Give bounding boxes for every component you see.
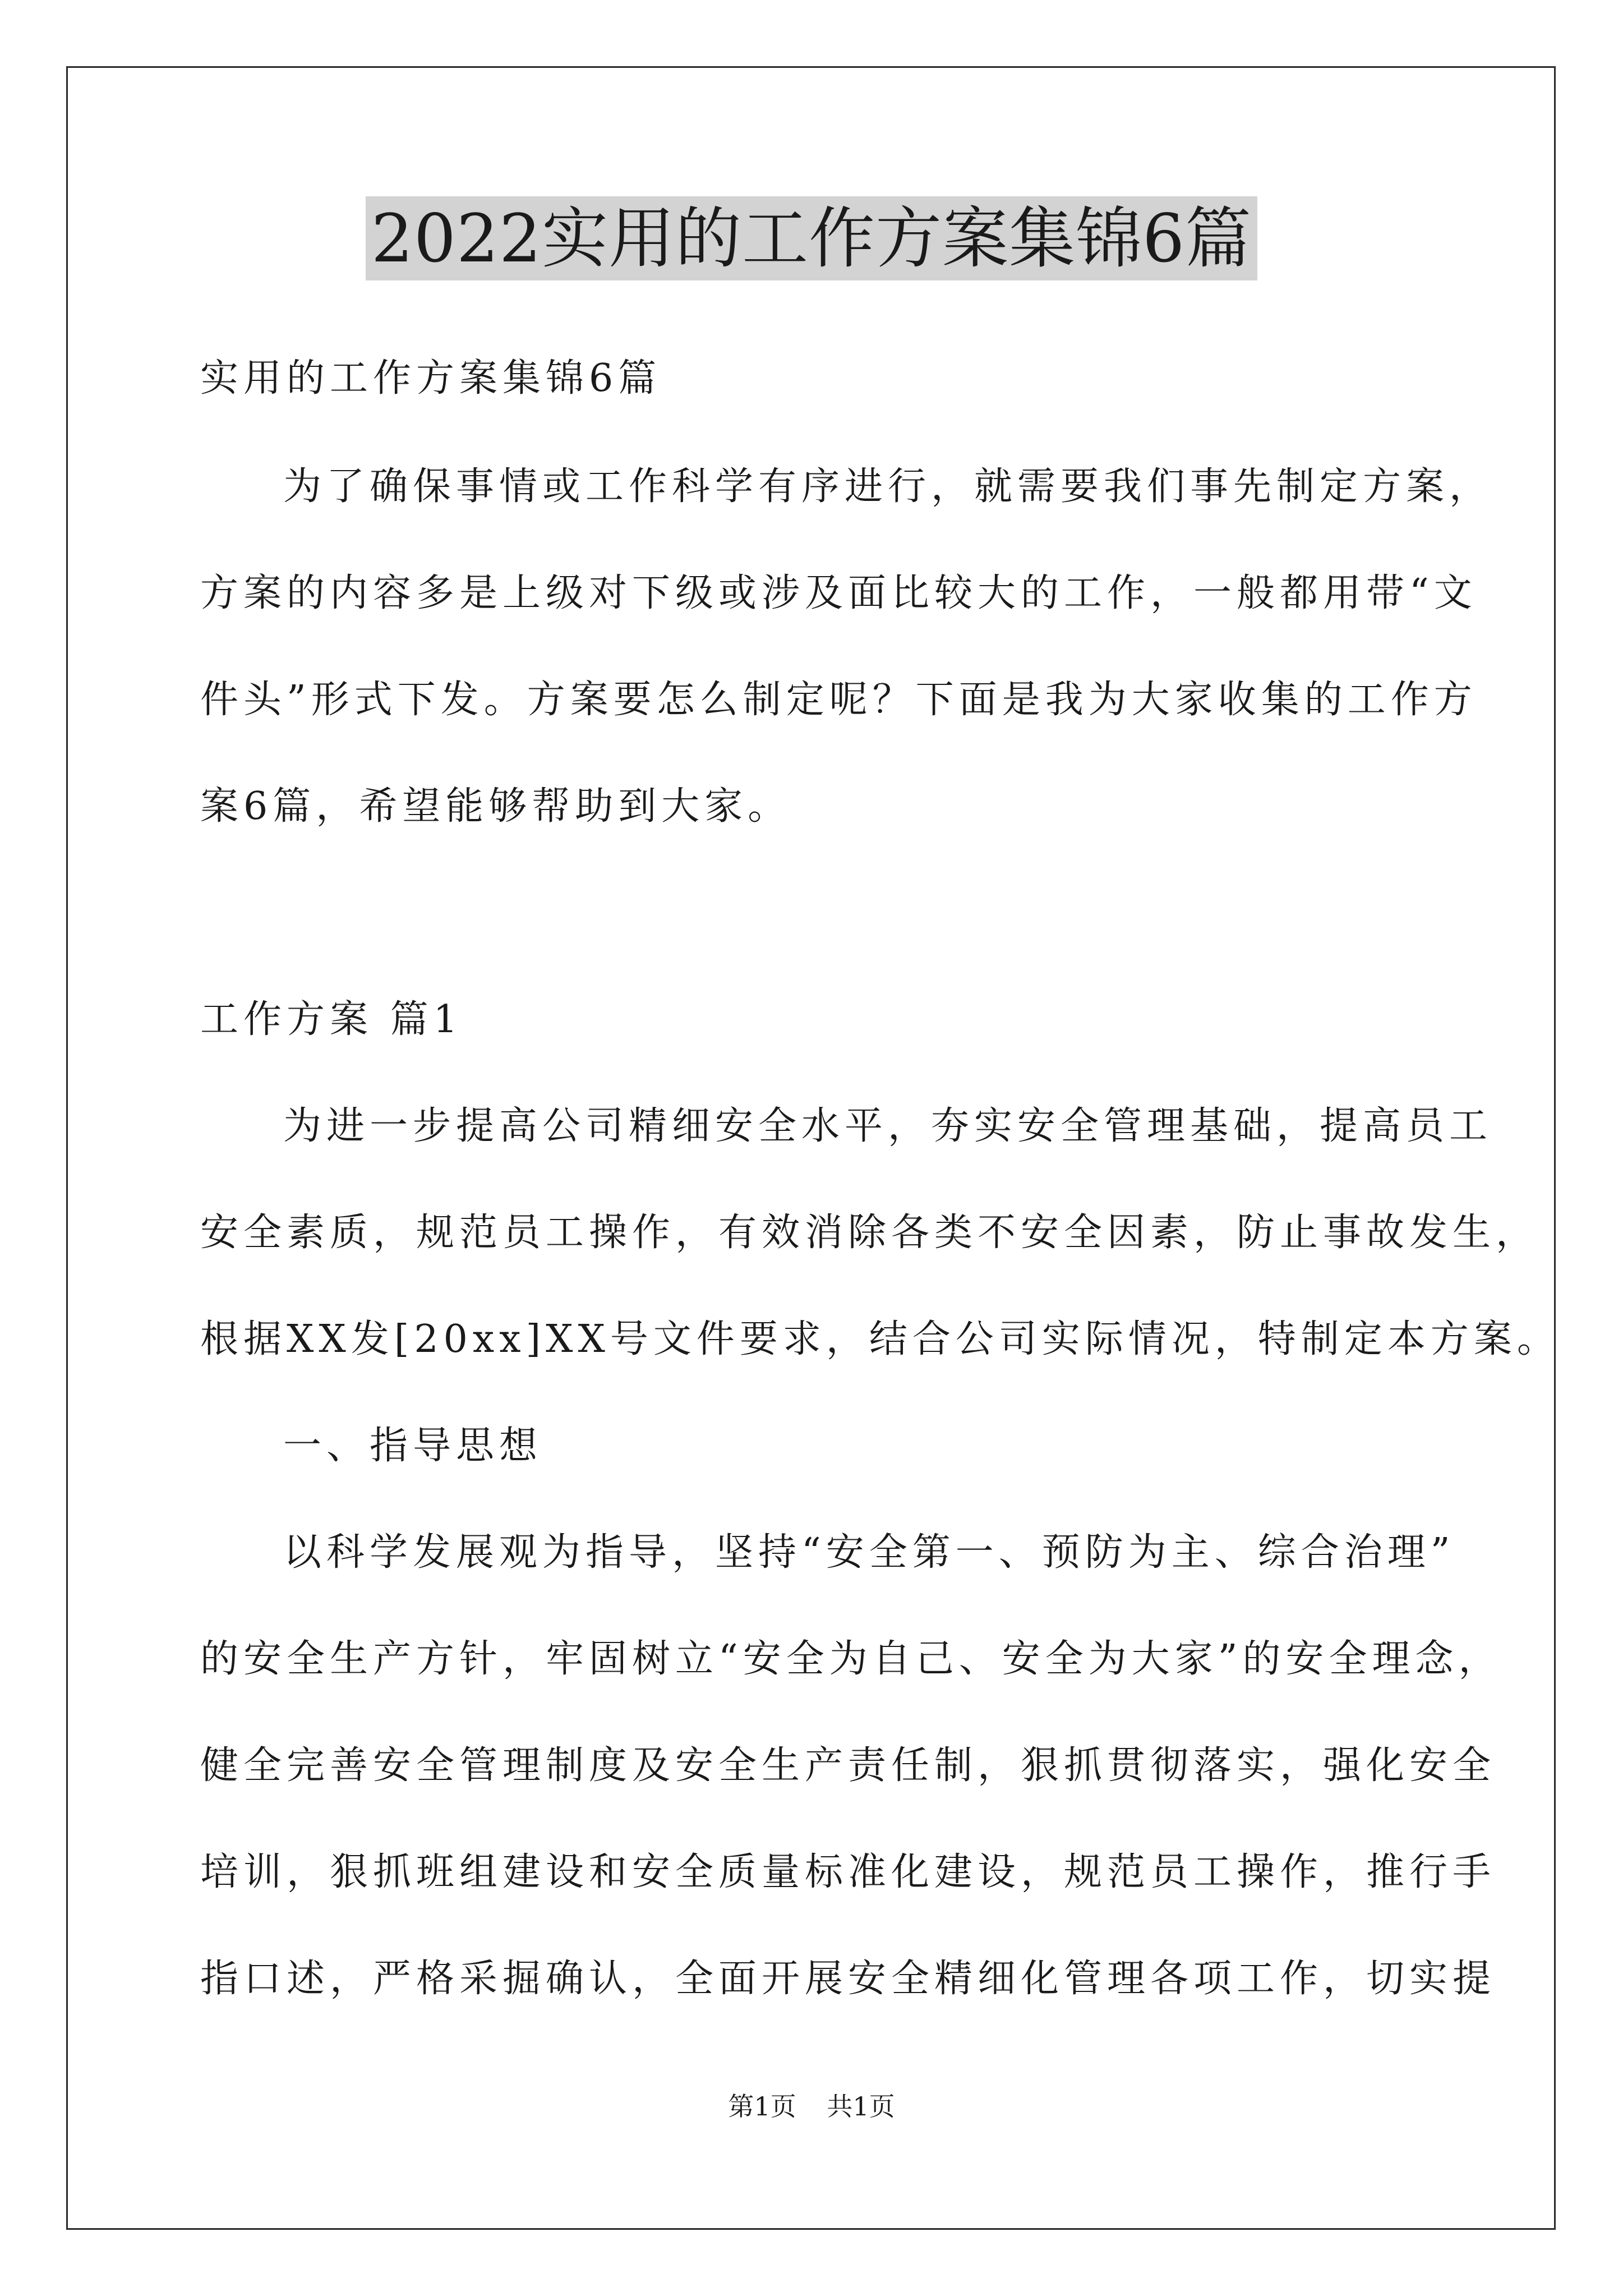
intro-line: 案6篇，希望能够帮助到大家。 [200,784,791,829]
section-line: 根据XX发[20xx]XX号文件要求，结合公司实际情况，特制定本方案。 [200,1317,1560,1361]
page-footer [0,2090,1623,2123]
guideline-line: 培训，狠抓班组建设和安全质量标准化建设，规范员工操作，推行手 [200,1850,1496,1894]
section-heading: 工作方案 篇1 [200,997,463,1042]
intro-line: 方案的内容多是上级对下级或涉及面比较大的工作，一般都用带“文 [200,571,1477,615]
title-container [0,196,1623,280]
intro-line: 为了确保事情或工作科学有序进行，就需要我们事先制定方案， [283,464,1493,509]
section-line: 为进一步提高公司精细安全水平，夯实安全管理基础，提高员工 [283,1104,1493,1148]
page-number: 第1页 [728,2091,796,2122]
document-title: 2022实用的工作方案集锦6篇 [366,196,1257,280]
guideline-heading: 一、指导思想 [283,1424,543,1468]
intro-line: 件头”形式下发。方案要怎么制定呢？下面是我为大家收集的工作方 [200,678,1477,722]
section-line: 安全素质，规范员工操作，有效消除各类不安全因素，防止事故发生， [200,1211,1539,1255]
document-subtitle: 实用的工作方案集锦6篇 [200,356,662,401]
guideline-line: 以科学发展观为指导，坚持“安全第一、预防为主、综合治理” [283,1530,1455,1575]
guideline-line: 的安全生产方针，牢固树立“安全为自己、安全为大家”的安全理念， [200,1637,1502,1681]
guideline-line: 指口述，严格采掘确认，全面开展安全精细化管理各项工作，切实提 [200,1957,1496,2001]
guideline-line: 健全完善安全管理制度及安全生产责任制，狠抓贯彻落实，强化安全 [200,1743,1496,1788]
page-total: 共1页 [827,2091,895,2122]
